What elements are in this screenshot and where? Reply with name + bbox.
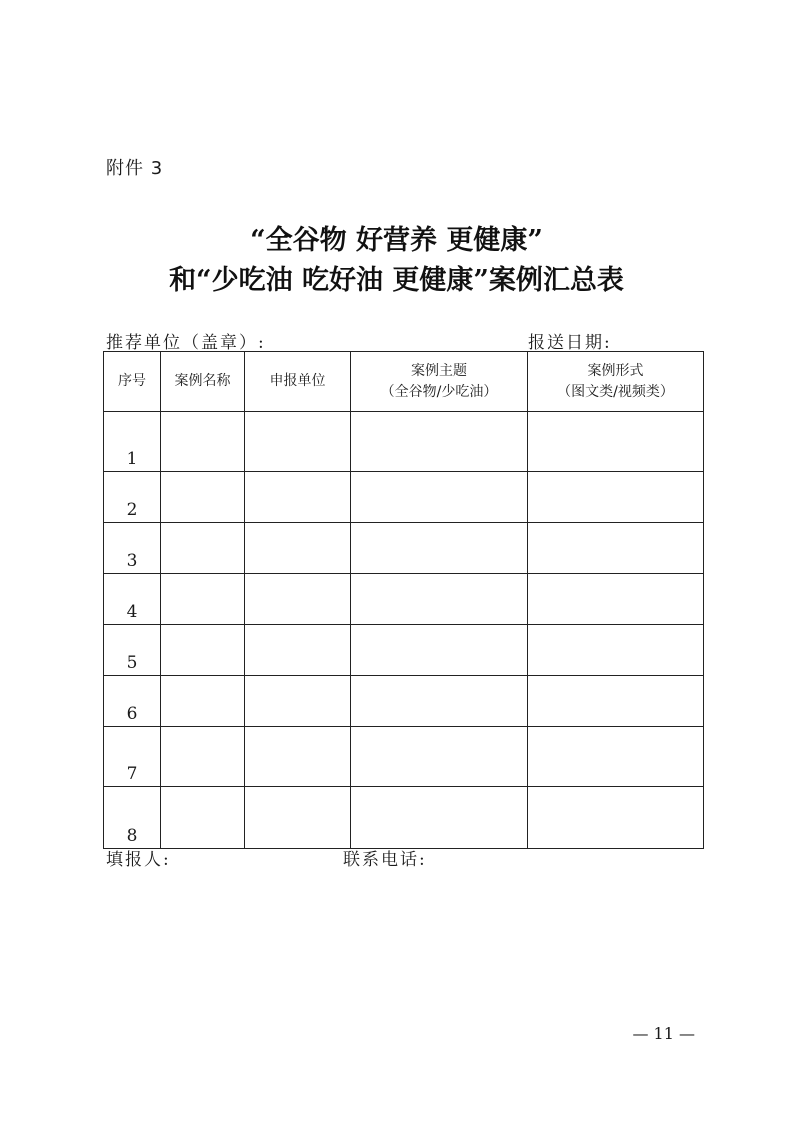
row-number: 7 — [104, 727, 161, 787]
header-format-title: 案例形式 — [587, 362, 644, 379]
filler-label: 填报人: — [106, 850, 171, 870]
case-name-cell[interactable] — [161, 472, 245, 523]
theme-cell[interactable] — [351, 412, 528, 472]
format-cell[interactable] — [528, 472, 704, 523]
table-row — [104, 676, 704, 727]
row-number: 8 — [104, 787, 161, 849]
unit-cell[interactable] — [245, 787, 351, 849]
theme-cell[interactable] — [351, 625, 528, 676]
format-cell[interactable] — [528, 676, 704, 727]
unit-cell[interactable] — [245, 472, 351, 523]
table-row — [104, 523, 704, 574]
table-row — [104, 727, 704, 787]
table-header-row — [104, 352, 704, 412]
unit-cell[interactable] — [245, 523, 351, 574]
contact-phone-label: 联系电话: — [343, 850, 427, 870]
case-name-cell[interactable] — [161, 523, 245, 574]
submission-date-label: 报送日期: — [528, 333, 612, 353]
table-row — [104, 787, 704, 849]
unit-cell[interactable] — [245, 574, 351, 625]
theme-cell[interactable] — [351, 787, 528, 849]
title-line-1: “全谷物 好营养 更健康” — [250, 225, 543, 256]
format-cell[interactable] — [528, 574, 704, 625]
format-cell[interactable] — [528, 523, 704, 574]
row-number: 2 — [104, 472, 161, 523]
title-line-2: 和“少吃油 吃好油 更健康”案例汇总表 — [169, 265, 624, 296]
row-number: 6 — [104, 676, 161, 727]
case-name-cell[interactable] — [161, 676, 245, 727]
table-row — [104, 412, 704, 472]
row-number: 3 — [104, 523, 161, 574]
header-unit: 申报单位 — [245, 352, 351, 412]
table-row — [104, 625, 704, 676]
case-name-cell[interactable] — [161, 727, 245, 787]
unit-cell[interactable] — [245, 625, 351, 676]
row-number: 1 — [104, 412, 161, 472]
header-format — [528, 352, 704, 412]
case-name-cell[interactable] — [161, 574, 245, 625]
row-number: 4 — [104, 574, 161, 625]
theme-cell[interactable] — [351, 727, 528, 787]
header-theme — [351, 352, 528, 412]
page-number-footer — [0, 1024, 793, 1043]
format-cell[interactable] — [528, 787, 704, 849]
header-format-subtitle: （图文类/视频类） — [557, 383, 674, 400]
header-seq: 序号 — [104, 352, 161, 412]
unit-cell[interactable] — [245, 412, 351, 472]
theme-cell[interactable] — [351, 523, 528, 574]
format-cell[interactable] — [528, 625, 704, 676]
format-cell[interactable] — [528, 727, 704, 787]
case-summary-table — [103, 351, 704, 849]
case-name-cell[interactable] — [161, 625, 245, 676]
attachment-label: 附件 3 — [106, 158, 164, 179]
header-theme-title: 案例主题 — [411, 362, 467, 379]
theme-cell[interactable] — [351, 574, 528, 625]
case-name-cell[interactable] — [161, 787, 245, 849]
page-number: — 11 — — [632, 1024, 695, 1043]
format-cell[interactable] — [528, 412, 704, 472]
unit-cell[interactable] — [245, 676, 351, 727]
theme-cell[interactable] — [351, 676, 528, 727]
header-case-name: 案例名称 — [161, 352, 245, 412]
table-row — [104, 574, 704, 625]
row-number: 5 — [104, 625, 161, 676]
recommending-unit-label: 推荐单位（盖章）: — [106, 333, 266, 353]
theme-cell[interactable] — [351, 472, 528, 523]
table-row — [104, 472, 704, 523]
unit-cell[interactable] — [245, 727, 351, 787]
header-theme-subtitle: （全谷物/少吃油） — [380, 383, 498, 400]
case-name-cell[interactable] — [161, 412, 245, 472]
